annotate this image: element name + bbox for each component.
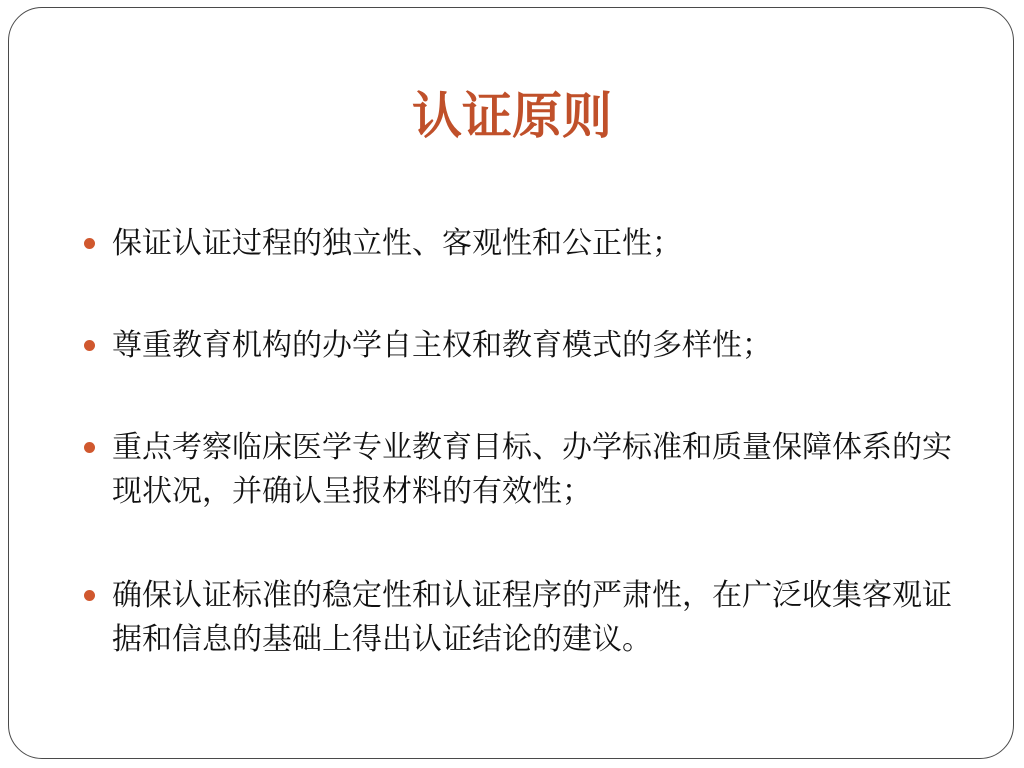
- bullet-dot-icon: [84, 238, 95, 249]
- bullet-text: 尊重教育机构的办学自主权和教育模式的多样性；: [112, 328, 772, 363]
- bullet-text: 保证认证过程的独立性、客观性和公正性；: [112, 226, 682, 261]
- bullet-text: 确保认证标准的稳定性和认证程序的严肃性，在广泛收集客观证据和信息的基础上得出认证结论的建议。: [112, 578, 952, 657]
- slide-title: 认证原则: [412, 86, 612, 145]
- bullet-item: [78, 222, 978, 266]
- bullet-list: [78, 222, 978, 722]
- bullet-dot-icon: [84, 590, 95, 601]
- bullet-dot-icon: [84, 442, 95, 453]
- bullet-text: 重点考察临床医学专业教育目标、办学标准和质量保障体系的实现状况，并确认呈报材料的有效性；: [112, 430, 952, 509]
- bullet-dot-icon: [84, 340, 95, 351]
- bullet-item: [78, 324, 978, 368]
- bullet-item: [78, 574, 978, 662]
- bullet-item: [78, 426, 978, 514]
